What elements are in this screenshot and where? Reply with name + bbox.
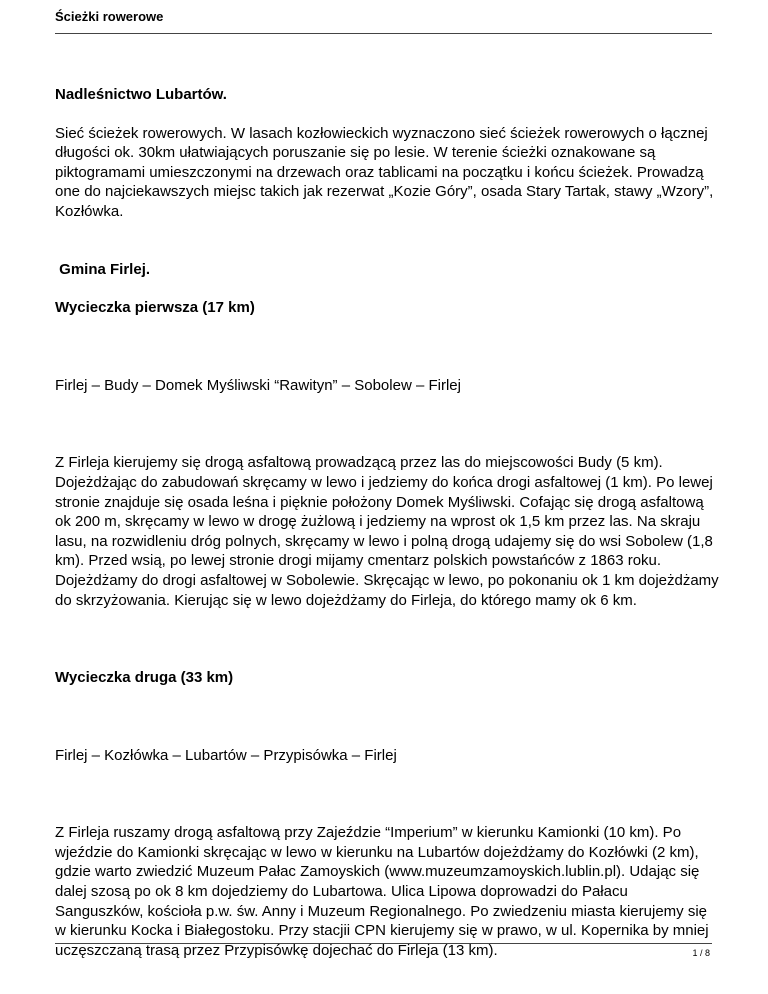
trip1-route: Firlej – Budy – Domek Myśliwski “Rawityn” – Sobolew – Firlej xyxy=(55,376,461,394)
page-header-title: Ścieżki rowerowe xyxy=(55,9,164,24)
heading-gmina-firlej: Gmina Firlej. xyxy=(55,260,151,278)
trip2-title: Wycieczka druga (33 km) xyxy=(55,669,234,687)
trip1-title: Wycieczka pierwsza (17 km) xyxy=(55,299,255,317)
trip2-description: Z Firleja ruszamy drogą asfaltową przy Zajeździe “Imperium” w kierunku Kamionki (10 km). Po wjeździe do Kamionki skręcając w lewo w kierunku na Lubartów dojeżdżamy do Kozłówki (2 km), gdzie warto zwiedzić Muzeum Pałac Zamoyskich (www.muzeumzamoyskich.lublin.pl). Udając się dalej szosą po ok 8 km dojedziemy do Lubartowa. Ulica Lipowa doprowadzi do Pałacu Sanguszków, kościoła p.w. św. Anny i Muzeum Regionalnego. Po zwiedzeniu miasta kierujemy się w kierunku Kocka i Białegostoku. Przy stacjii CPN kierujemy się w prawo, w ul. Kopernika by mniej uczęszczaną trasą przez Przypisówkę dojechać do Firleja (13 km). xyxy=(55,824,709,959)
document-body xyxy=(55,85,720,960)
paragraph-bike-paths: Sieć ścieżek rowerowych. W lasach kozłowieckich wyznaczono sieć ścieżek rowerowych o łącznej długości ok. 30km ułatwiających poruszanie się po lesie. W terenie ścieżki oznakowane są piktogramami umieszczonymi na drzewach oraz tablicami na początku i końcu ścieżek. Prowadzą one do najciekawszych miejsc takich jak rezerwat „Kozie Góry”, osada Stary Tartak, stawy „Wzory”, Kozłówka. xyxy=(55,124,714,220)
header-divider xyxy=(55,33,712,34)
page-number: 1 / 8 xyxy=(692,948,710,958)
footer-divider xyxy=(55,943,712,944)
heading-nadlesnictwo: Nadleśnictwo Lubartów. xyxy=(55,86,227,103)
trip2-route: Firlej – Kozłówka – Lubartów – Przypisówka – Firlej xyxy=(55,746,397,764)
trip1-description: Z Firleja kierujemy się drogą asfaltową prowadzącą przez las do miejscowości Budy (5 km). Dojeżdżając do zabudowań skręcamy w lewo i jedziemy do końca drogi asfaltowej (1 km). Po lewej stronie znajduje się osada leśna i pięknie położony Domek Myśliwski. Cofając się drogą asfaltową ok 200 m, skręcamy w lewo w drogę żużlową i jedziemy na wprost ok 1,5 km przez las. Na skraju lasu, na rozwidleniu dróg polnych, skręcamy w lewo i polną drogą udajemy się do wsi Sobolew (1,8 km). Przed wsią, po lewej stronie drogi mijamy cmentarz polskich powstańców z 1863 roku. Dojeżdżamy do drogi asfaltowej w Sobolewie. Skręcając w lewo, po pokonaniu ok 1 km dojeżdżamy do skrzyżowania. Kierując się w lewo dojeżdżamy do Firleja, do którego mamy ok 6 km. xyxy=(55,454,719,609)
